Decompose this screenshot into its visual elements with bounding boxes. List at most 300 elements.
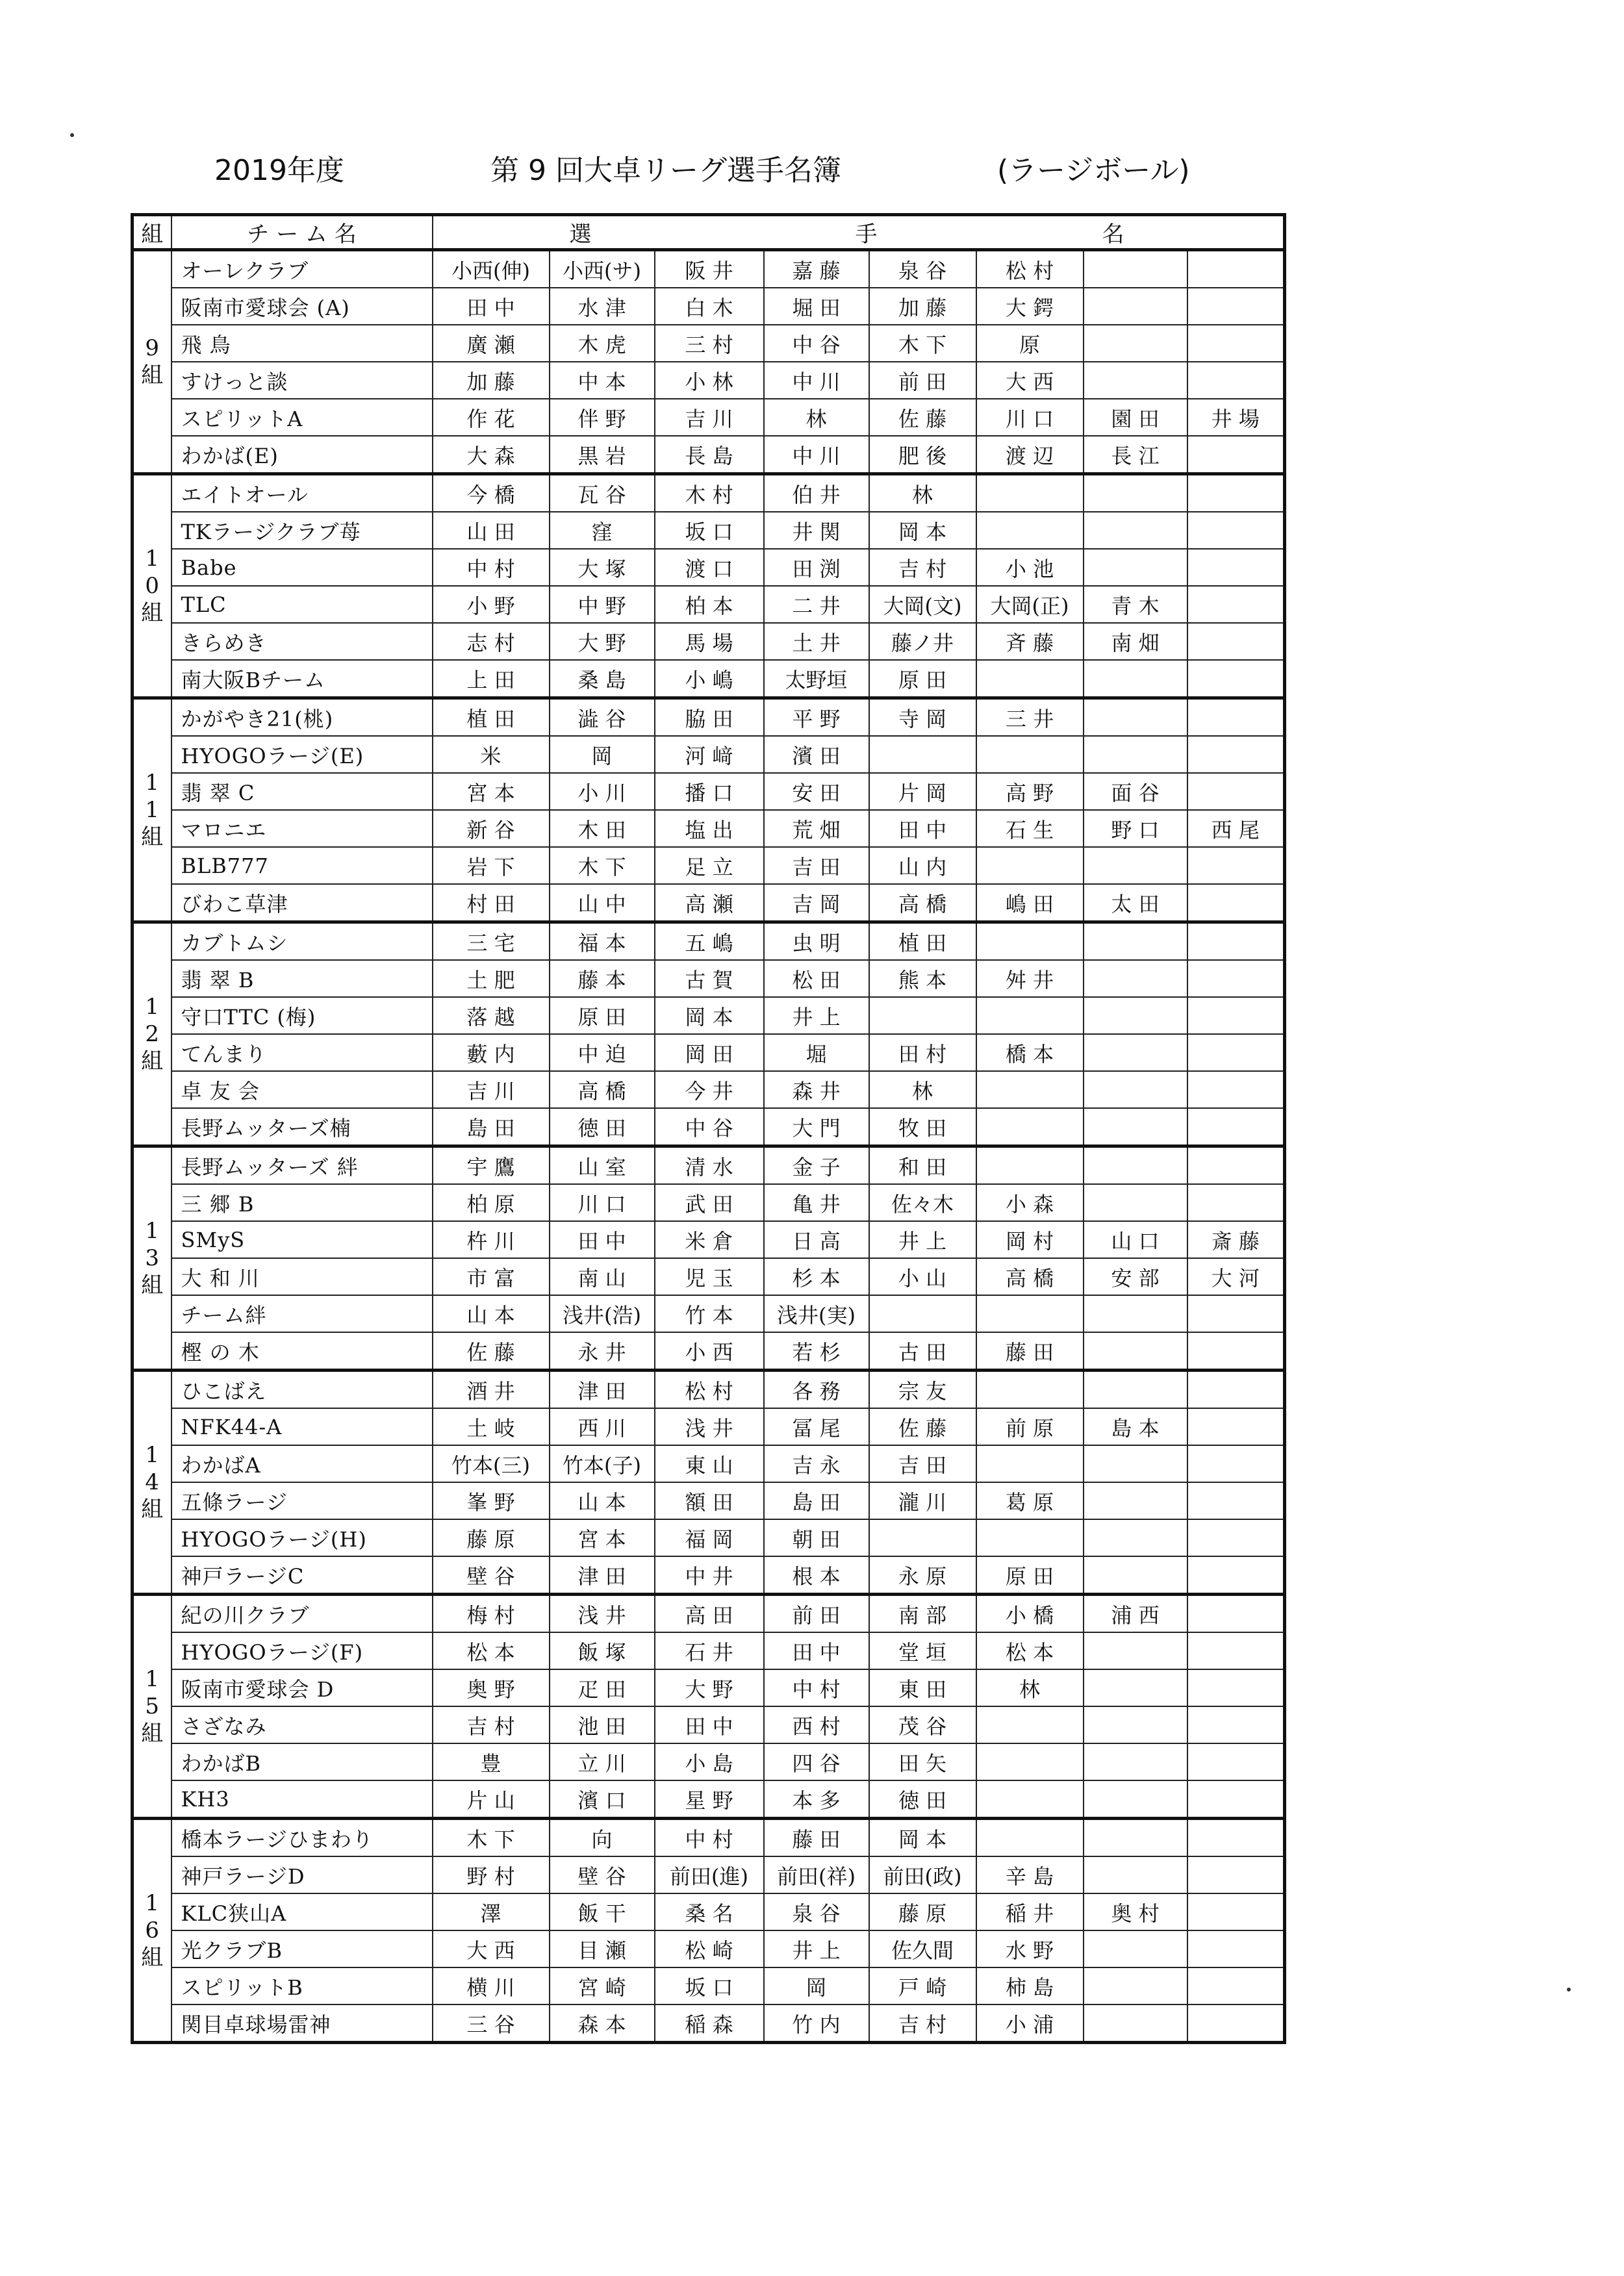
player-cell <box>1187 1295 1285 1332</box>
team-row <box>133 1482 1285 1519</box>
player-cell <box>1084 1146 1187 1185</box>
player-cell <box>869 1519 976 1556</box>
player-cell: 徳 田 <box>869 1780 976 1819</box>
player-cell: 岩 下 <box>433 847 550 884</box>
player-cell: 中 川 <box>764 436 869 474</box>
player-cell: 米 <box>433 736 550 773</box>
player-cell: 大岡(正) <box>976 586 1084 623</box>
player-cell: 飯 干 <box>550 1893 655 1930</box>
team-row <box>133 884 1285 922</box>
player-cell: 林 <box>976 1669 1084 1706</box>
team-row <box>133 1408 1285 1445</box>
player-cell <box>976 512 1084 549</box>
player-cell <box>1084 1930 1187 1967</box>
player-cell: 浅 井 <box>550 1595 655 1633</box>
player-cell: 小西(伸) <box>433 250 550 288</box>
player-cell: 山 本 <box>433 1295 550 1332</box>
player-cell: 瓦 谷 <box>550 474 655 512</box>
player-cell: 大 野 <box>550 623 655 660</box>
player-cell: 志 村 <box>433 623 550 660</box>
player-cell <box>976 997 1084 1034</box>
team-row <box>133 1071 1285 1108</box>
player-cell: 柿 島 <box>976 1967 1084 2004</box>
group-label-text: 9組 <box>141 335 164 388</box>
player-cell <box>1084 1071 1187 1108</box>
player-cell: 竹本(三) <box>433 1445 550 1482</box>
player-cell: 柏 原 <box>433 1184 550 1221</box>
player-cell: 今 橋 <box>433 474 550 512</box>
player-cell: 渡 辺 <box>976 436 1084 474</box>
player-cell: 熊 本 <box>869 960 976 997</box>
player-cell: 中 村 <box>655 1819 764 1857</box>
player-cell: 濱 口 <box>550 1780 655 1819</box>
team-row <box>133 1819 1285 1857</box>
player-cell <box>1084 660 1187 698</box>
team-name: わかばA <box>171 1445 433 1482</box>
player-cell: 馬 場 <box>655 623 764 660</box>
player-cell: 木 下 <box>869 325 976 362</box>
group-label-text: 13組 <box>141 1218 164 1298</box>
player-cell: 大 西 <box>976 362 1084 399</box>
player-cell: 渡 口 <box>655 549 764 586</box>
player-cell: 杉 本 <box>764 1258 869 1295</box>
player-cell <box>1084 1819 1187 1857</box>
player-cell: 高 橋 <box>976 1258 1084 1295</box>
player-cell: 中 谷 <box>764 325 869 362</box>
player-cell <box>976 1743 1084 1780</box>
team-row <box>133 1332 1285 1371</box>
player-cell <box>1084 736 1187 773</box>
player-cell: 木 田 <box>550 810 655 847</box>
player-cell: 平 野 <box>764 698 869 737</box>
player-cell: 西 村 <box>764 1706 869 1743</box>
player-cell <box>1187 1371 1285 1409</box>
group-label-text: 14組 <box>141 1442 164 1523</box>
team-row <box>133 960 1285 997</box>
player-cell: 根 本 <box>764 1556 869 1595</box>
team-name: びわこ草津 <box>171 884 433 922</box>
player-cell: 吉 永 <box>764 1445 869 1482</box>
player-cell: 石 井 <box>655 1632 764 1669</box>
player-cell <box>1187 1146 1285 1185</box>
team-name: 関目卓球場雷神 <box>171 2004 433 2043</box>
player-cell <box>1084 1371 1187 1409</box>
player-cell: 竹本(子) <box>550 1445 655 1482</box>
player-cell <box>1084 960 1187 997</box>
player-cell: 土 肥 <box>433 960 550 997</box>
player-cell <box>869 997 976 1034</box>
player-cell: 壁 谷 <box>550 1856 655 1893</box>
player-cell <box>1084 250 1187 288</box>
player-cell: 舛 井 <box>976 960 1084 997</box>
player-cell: 葛 原 <box>976 1482 1084 1519</box>
player-cell: 小 山 <box>869 1258 976 1295</box>
player-cell <box>1084 1295 1187 1332</box>
player-cell <box>1084 1632 1187 1669</box>
player-cell <box>1187 512 1285 549</box>
player-cell: 酒 井 <box>433 1371 550 1409</box>
player-cell: 白 木 <box>655 288 764 325</box>
player-cell <box>1187 1706 1285 1743</box>
team-name: 卓 友 会 <box>171 1071 433 1108</box>
player-cell: 冨 尾 <box>764 1408 869 1445</box>
team-row <box>133 1108 1285 1146</box>
player-cell: 田 中 <box>869 810 976 847</box>
team-name: 樫 の 木 <box>171 1332 433 1371</box>
player-cell: 古 田 <box>869 1332 976 1371</box>
team-row <box>133 1445 1285 1482</box>
player-cell: 武 田 <box>655 1184 764 1221</box>
player-cell: 永 原 <box>869 1556 976 1595</box>
team-row <box>133 1930 1285 1967</box>
team-name: エイトオール <box>171 474 433 512</box>
player-cell: 吉 岡 <box>764 884 869 922</box>
player-cell <box>1084 1332 1187 1371</box>
player-cell: 林 <box>869 474 976 512</box>
player-cell <box>976 474 1084 512</box>
team-row <box>133 1519 1285 1556</box>
player-cell <box>1084 1780 1187 1819</box>
player-cell: 小 島 <box>655 1743 764 1780</box>
player-cell <box>1187 1856 1285 1893</box>
team-row <box>133 997 1285 1034</box>
player-cell: 井 上 <box>764 1930 869 1967</box>
player-cell <box>1187 1034 1285 1071</box>
team-name: マロニエ <box>171 810 433 847</box>
player-cell: 山 口 <box>1084 1221 1187 1258</box>
player-cell <box>976 1706 1084 1743</box>
player-cell <box>1084 922 1187 961</box>
player-cell: 岡 本 <box>869 512 976 549</box>
player-cell: 加 藤 <box>433 362 550 399</box>
player-cell: 吉 村 <box>869 549 976 586</box>
player-cell: 森 本 <box>550 2004 655 2043</box>
player-cell: 宮 崎 <box>550 1967 655 2004</box>
player-cell <box>1084 288 1187 325</box>
player-cell <box>1084 1108 1187 1146</box>
player-cell: 桑 名 <box>655 1893 764 1930</box>
player-cell: 浅井(浩) <box>550 1295 655 1332</box>
player-cell <box>1084 1856 1187 1893</box>
player-cell: 永 井 <box>550 1332 655 1371</box>
player-cell: 原 田 <box>976 1556 1084 1595</box>
player-cell <box>1084 1519 1187 1556</box>
team-name: 翡 翠 B <box>171 960 433 997</box>
player-cell: 山 本 <box>550 1482 655 1519</box>
player-cell: 島 本 <box>1084 1408 1187 1445</box>
player-cell <box>1187 1595 1285 1633</box>
player-cell: 田 中 <box>550 1221 655 1258</box>
team-row <box>133 399 1285 436</box>
team-name: 橋本ラージひまわり <box>171 1819 433 1857</box>
player-cell: 日 高 <box>764 1221 869 1258</box>
player-cell: 三 谷 <box>433 2004 550 2043</box>
player-cell: 井 関 <box>764 512 869 549</box>
player-cell: 松 本 <box>976 1632 1084 1669</box>
team-row <box>133 1221 1285 1258</box>
player-cell: 加 藤 <box>869 288 976 325</box>
header-team: チ ー ム 名 <box>171 215 433 250</box>
player-cell: 山 室 <box>550 1146 655 1185</box>
player-cell: 吉 田 <box>764 847 869 884</box>
player-cell <box>1187 1108 1285 1146</box>
player-cell: 池 田 <box>550 1706 655 1743</box>
team-name: 神戸ラージC <box>171 1556 433 1595</box>
player-cell: 疋 田 <box>550 1669 655 1706</box>
player-cell: 金 子 <box>764 1146 869 1185</box>
player-cell <box>1187 1556 1285 1595</box>
player-cell: 播 口 <box>655 773 764 810</box>
player-cell: 稲 森 <box>655 2004 764 2043</box>
player-cell: 岡 <box>764 1967 869 2004</box>
player-cell <box>1084 1184 1187 1221</box>
player-cell: 原 田 <box>869 660 976 698</box>
player-cell <box>1187 884 1285 922</box>
player-cell: 峯 野 <box>433 1482 550 1519</box>
player-cell: 戸 崎 <box>869 1967 976 2004</box>
player-cell: 佐 藤 <box>433 1332 550 1371</box>
player-cell: 小 橋 <box>976 1595 1084 1633</box>
player-cell: 落 越 <box>433 997 550 1034</box>
team-name: KH3 <box>171 1780 433 1819</box>
player-cell <box>1187 623 1285 660</box>
team-row <box>133 250 1285 288</box>
team-row <box>133 362 1285 399</box>
player-cell: 中 谷 <box>655 1108 764 1146</box>
player-cell: 堀 <box>764 1034 869 1071</box>
player-cell: 小 嶋 <box>655 660 764 698</box>
team-name: 翡 翠 C <box>171 773 433 810</box>
player-cell: 松 村 <box>655 1371 764 1409</box>
player-cell: 福 岡 <box>655 1519 764 1556</box>
player-cell: 西 川 <box>550 1408 655 1445</box>
team-name: TLC <box>171 586 433 623</box>
group-label <box>133 698 171 922</box>
team-name: カブトムシ <box>171 922 433 961</box>
team-name: チーム絆 <box>171 1295 433 1332</box>
player-cell: 澁 谷 <box>550 698 655 737</box>
group-label <box>133 1371 171 1595</box>
player-cell: 太野垣 <box>764 660 869 698</box>
player-cell: 園 田 <box>1084 399 1187 436</box>
player-cell: 小西(サ) <box>550 250 655 288</box>
team-row <box>133 1184 1285 1221</box>
player-cell: 東 山 <box>655 1445 764 1482</box>
player-cell: 岡 <box>550 736 655 773</box>
player-cell: 藪 内 <box>433 1034 550 1071</box>
player-cell: 奥 野 <box>433 1669 550 1706</box>
player-cell: 岡 村 <box>976 1221 1084 1258</box>
document-subtitle: (ラージボール) <box>997 154 1190 187</box>
group-label <box>133 250 171 474</box>
player-cell: 島 田 <box>764 1482 869 1519</box>
team-row <box>133 1595 1285 1633</box>
player-cell: 若 杉 <box>764 1332 869 1371</box>
player-cell: 長 江 <box>1084 436 1187 474</box>
player-cell <box>869 736 976 773</box>
player-cell <box>1187 2004 1285 2043</box>
player-cell: 水 野 <box>976 1930 1084 1967</box>
team-name: HYOGOラージ(E) <box>171 736 433 773</box>
player-cell: 前 田 <box>869 362 976 399</box>
team-name: 神戸ラージD <box>171 1856 433 1893</box>
player-cell <box>976 1108 1084 1146</box>
player-cell: 五 嶋 <box>655 922 764 961</box>
player-cell: 牧 田 <box>869 1108 976 1146</box>
player-cell: 井 上 <box>764 997 869 1034</box>
player-cell: 和 田 <box>869 1146 976 1185</box>
player-cell: 前 原 <box>976 1408 1084 1445</box>
team-name: KLC狭山A <box>171 1893 433 1930</box>
player-cell <box>1187 1819 1285 1857</box>
player-cell: 藤 田 <box>764 1819 869 1857</box>
player-cell: 小 林 <box>655 362 764 399</box>
player-cell: 木 下 <box>550 847 655 884</box>
document-year: 2019年度 <box>214 154 344 187</box>
player-cell <box>1084 1034 1187 1071</box>
player-cell: 小 川 <box>550 773 655 810</box>
player-cell: 津 田 <box>550 1371 655 1409</box>
player-cell: 児 玉 <box>655 1258 764 1295</box>
player-cell: 森 井 <box>764 1071 869 1108</box>
player-cell: 廣 瀬 <box>433 325 550 362</box>
team-name: オーレクラブ <box>171 250 433 288</box>
player-cell: 三 宅 <box>433 922 550 961</box>
player-cell: 坂 口 <box>655 512 764 549</box>
team-name: 阪南市愛球会 D <box>171 1669 433 1706</box>
team-name: てんまり <box>171 1034 433 1071</box>
player-cell: 上 田 <box>433 660 550 698</box>
player-cell: 坂 口 <box>655 1967 764 2004</box>
player-cell: 浅 井 <box>655 1408 764 1445</box>
player-cell <box>1187 736 1285 773</box>
team-row <box>133 922 1285 961</box>
player-cell <box>976 847 1084 884</box>
player-cell: 大 森 <box>433 436 550 474</box>
player-cell: 村 田 <box>433 884 550 922</box>
player-cell: 伯 井 <box>764 474 869 512</box>
player-cell: 川 口 <box>550 1184 655 1221</box>
player-cell <box>1187 922 1285 961</box>
team-row <box>133 586 1285 623</box>
player-cell: 竹 本 <box>655 1295 764 1332</box>
player-cell <box>1084 698 1187 737</box>
team-name: BLB777 <box>171 847 433 884</box>
player-cell: 吉 川 <box>433 1071 550 1108</box>
player-cell: 河 﨑 <box>655 736 764 773</box>
team-row <box>133 288 1285 325</box>
player-cell <box>1084 2004 1187 2043</box>
player-cell: 三 村 <box>655 325 764 362</box>
player-cell: 水 津 <box>550 288 655 325</box>
player-cell: 木 村 <box>655 474 764 512</box>
player-cell: 伴 野 <box>550 399 655 436</box>
player-cell: 石 生 <box>976 810 1084 847</box>
team-name: NFK44-A <box>171 1408 433 1445</box>
player-cell: 野 村 <box>433 1856 550 1893</box>
player-cell: 井 場 <box>1187 399 1285 436</box>
player-cell: 藤ノ井 <box>869 623 976 660</box>
player-cell: 野 口 <box>1084 810 1187 847</box>
player-cell <box>1187 288 1285 325</box>
player-cell: 中 迫 <box>550 1034 655 1071</box>
player-cell: 高 橋 <box>869 884 976 922</box>
player-cell: 南 畑 <box>1084 623 1187 660</box>
player-cell: 額 田 <box>655 1482 764 1519</box>
player-cell: 斎 藤 <box>1187 1221 1285 1258</box>
player-cell <box>1187 1184 1285 1221</box>
team-name: わかば(E) <box>171 436 433 474</box>
team-name: 守口TTC (梅) <box>171 997 433 1034</box>
player-cell: 面 谷 <box>1084 773 1187 810</box>
team-name: HYOGOラージ(F) <box>171 1632 433 1669</box>
player-cell: 南 山 <box>550 1258 655 1295</box>
team-name: 大 和 川 <box>171 1258 433 1295</box>
player-cell: 茂 谷 <box>869 1706 976 1743</box>
team-row <box>133 1669 1285 1706</box>
player-cell: 佐々木 <box>869 1184 976 1221</box>
player-cell <box>1187 1967 1285 2004</box>
player-cell: 足 立 <box>655 847 764 884</box>
player-cell: 青 木 <box>1084 586 1187 623</box>
player-cell <box>1187 1519 1285 1556</box>
player-cell: 太 田 <box>1084 884 1187 922</box>
team-row <box>133 698 1285 737</box>
player-cell: 川 口 <box>976 399 1084 436</box>
player-cell: 前田(進) <box>655 1856 764 1893</box>
team-name: 阪南市愛球会 (A) <box>171 288 433 325</box>
team-row <box>133 810 1285 847</box>
player-cell: 西 尾 <box>1187 810 1285 847</box>
player-cell: 徳 田 <box>550 1108 655 1146</box>
player-cell: 向 <box>550 1819 655 1857</box>
player-cell <box>1187 325 1285 362</box>
player-cell: 橋 本 <box>976 1034 1084 1071</box>
player-cell: 藤 原 <box>869 1893 976 1930</box>
player-cell <box>1084 512 1187 549</box>
player-cell <box>1187 1632 1285 1669</box>
player-cell <box>1187 1408 1285 1445</box>
player-cell <box>1187 1445 1285 1482</box>
player-cell: 小 浦 <box>976 2004 1084 2043</box>
player-cell: 前田(祥) <box>764 1856 869 1893</box>
team-row <box>133 773 1285 810</box>
team-row <box>133 325 1285 362</box>
player-cell <box>1187 1071 1285 1108</box>
player-cell <box>1084 362 1187 399</box>
player-cell <box>1084 1556 1187 1595</box>
group-label <box>133 1819 171 2043</box>
team-row <box>133 436 1285 474</box>
team-row <box>133 1371 1285 1409</box>
player-cell <box>1084 847 1187 884</box>
player-cell <box>1187 1669 1285 1706</box>
player-cell: 佐 藤 <box>869 1408 976 1445</box>
player-cell: 米 倉 <box>655 1221 764 1258</box>
player-cell: 壁 谷 <box>433 1556 550 1595</box>
player-cell <box>1187 1482 1285 1519</box>
player-cell: 片 山 <box>433 1780 550 1819</box>
player-cell: 嶋 田 <box>976 884 1084 922</box>
player-cell: 本 多 <box>764 1780 869 1819</box>
player-cell: 杵 川 <box>433 1221 550 1258</box>
player-cell <box>1084 549 1187 586</box>
header-mei: 名 <box>1102 221 1124 247</box>
team-name: 長野ムッターズ楠 <box>171 1108 433 1146</box>
player-cell: 浅井(実) <box>764 1295 869 1332</box>
team-row <box>133 2004 1285 2043</box>
player-cell: 大 門 <box>764 1108 869 1146</box>
